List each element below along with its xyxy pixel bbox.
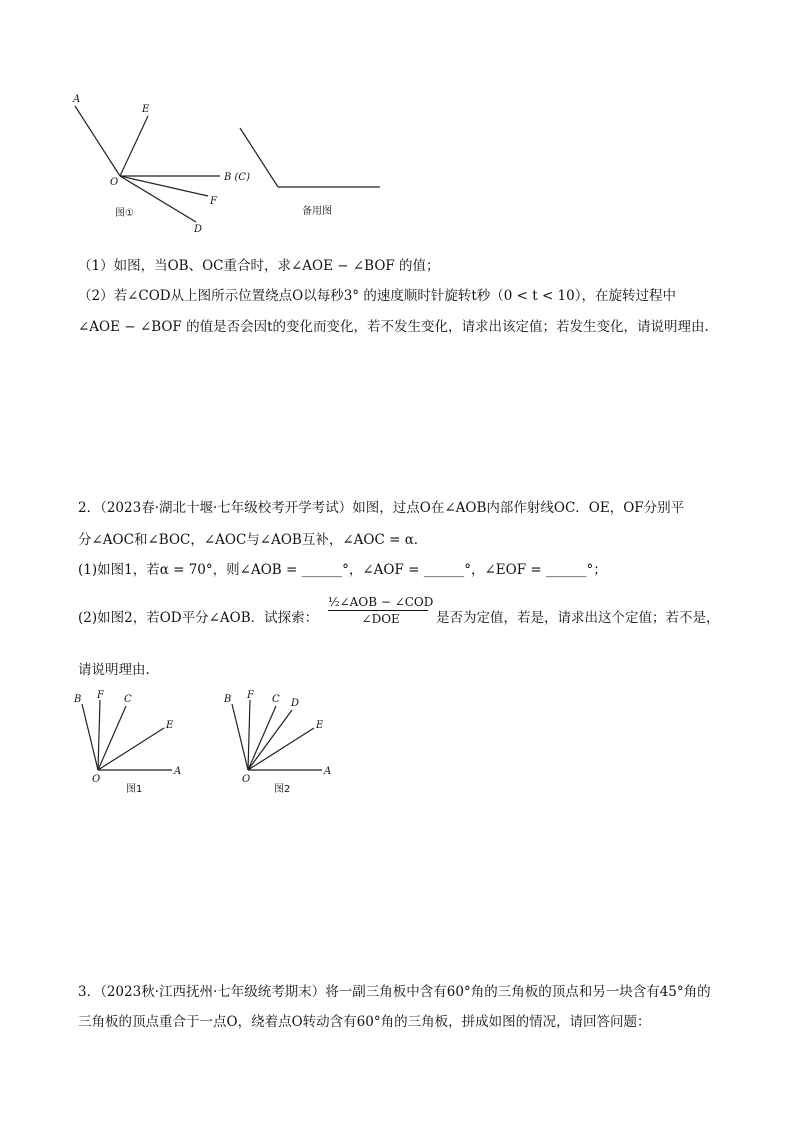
spare-figure-caption: 备用图 (302, 206, 332, 217)
label-A: A (324, 766, 332, 777)
label-E: E (316, 720, 324, 731)
ray-OE (248, 728, 314, 770)
ray-OA (75, 106, 120, 176)
problem1-question2-line1: （2）若∠COD从上图所示位置绕点O以每秒3° 的速度顺时针旋转t秒（0 < t < 10），在旋转过程中 (78, 288, 676, 304)
problem2-figure-1 (68, 688, 198, 798)
fraction-expression (328, 595, 433, 626)
ray-OB (82, 704, 98, 770)
fraction-denominator: ∠DOE (361, 612, 400, 626)
problem2-figure-1-caption: 图1 (126, 784, 143, 795)
ray-OF (248, 700, 250, 770)
ray-OF (120, 176, 208, 196)
label-O: O (242, 774, 251, 785)
figure-1-caption: 图① (115, 208, 134, 219)
problem2-line4-prefix: (2)如图2，若OD平分∠AOB．试探索： (78, 610, 319, 626)
label-E: E (142, 104, 150, 115)
label-B: B (74, 694, 82, 705)
label-D: D (291, 698, 300, 709)
label-B: B (C) (224, 172, 250, 183)
problem2-line4-suffix: 是否为定值，若是，请求出这个定值；若不是， (436, 610, 720, 626)
fraction-numerator: ½∠AOB − ∠COD (328, 595, 434, 609)
problem1-question1: （1）如图，当OB、OC重合时，求∠AOE − ∠BOF 的值； (78, 258, 440, 274)
label-D: D (194, 224, 203, 235)
label-F: F (97, 690, 104, 701)
problem2-figure-2 (218, 688, 348, 798)
label-C: C (124, 694, 132, 705)
ray-OB (232, 704, 248, 770)
spare-ray-left (240, 128, 278, 187)
label-B: B (224, 694, 232, 705)
problem2-line1: 2．（2023春·湖北十堰·七年级校考开学考试）如图，过点O在∠AOB内部作射线OC．OE，OF分别平 (78, 500, 685, 516)
label-A: A (174, 766, 182, 777)
label-E: E (166, 720, 174, 731)
label-F: F (210, 196, 217, 207)
problem2-line5: 请说明理由. (78, 662, 150, 678)
fraction-bar (328, 610, 428, 611)
ray-OE (98, 728, 164, 770)
problem2-line3: (1)如图1，若α = 70°，则∠AOB = ______°，∠AOF = ______°，∠EOF = ______°； (78, 562, 607, 578)
problem3-line1: 3．（2023秋·江西抚州·七年级统考期末）将一副三角板中含有60°角的三角板的顶点和另一块含有45°角的 (78, 984, 711, 1000)
label-F: F (247, 690, 254, 701)
spare-figure (230, 120, 390, 220)
problem3-line2: 三角板的顶点重合于一点O，绕着点O转动含有60°角的三角板，拼成如图的情况，请回答问题： (78, 1014, 651, 1030)
label-O: O (92, 774, 101, 785)
label-C: C (272, 694, 280, 705)
problem2-figure-2-caption: 图2 (274, 784, 291, 795)
label-A: A (73, 94, 81, 105)
ray-OF (98, 700, 100, 770)
ray-OE (120, 116, 148, 176)
problem2-line2: 分∠AOC和∠BOC，∠AOC与∠AOB互补，∠AOC = α． (78, 532, 428, 548)
problem1-question2-line2: ∠AOE − ∠BOF 的值是否会因t的变化而变化，若不发生变化，请求出该定值；若发生变化，请说明理由. (78, 319, 709, 335)
label-O: O (110, 177, 119, 188)
